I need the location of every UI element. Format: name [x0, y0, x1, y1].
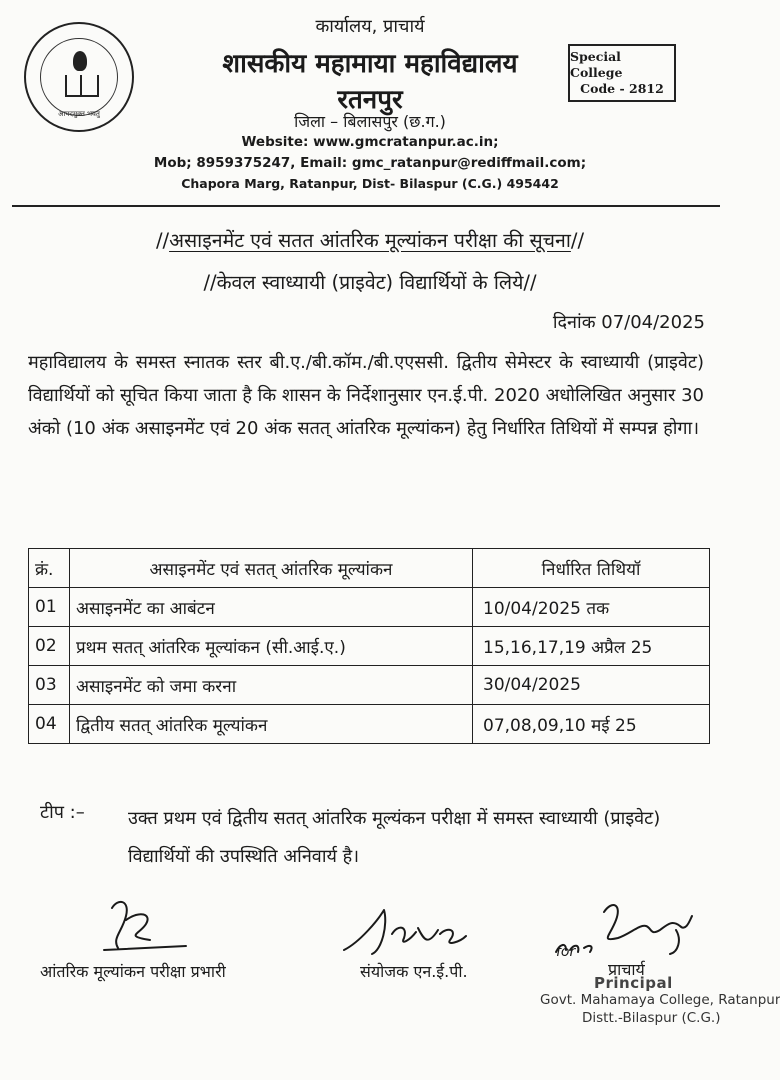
title-suffix: //: [570, 229, 585, 252]
signature-1: [104, 902, 186, 950]
note-label: टीप :–: [40, 802, 85, 823]
college-contact: Mob; 8959375247, Email: gmc_ratanpur@rediffmail.com;: [153, 155, 587, 171]
signature-label-nep-coordinator: संयोजक एन.ई.पी.: [360, 962, 468, 981]
stamp-college: Govt. Mahamaya College, Ratanpur: [540, 992, 780, 1008]
schedule-table: [28, 548, 710, 744]
notice-title: [20, 226, 720, 253]
college-address: Chapora Marg, Ratanpur, Dist- Bilaspur (C.G.) 495442: [181, 176, 559, 191]
row-serial: 03: [29, 666, 70, 705]
row-activity: असाइनमेंट को जमा करना: [70, 666, 473, 705]
title-prefix: //: [155, 229, 170, 252]
code-line-1: Special College: [570, 49, 623, 80]
row-date: 30/04/2025: [473, 666, 710, 705]
stamp-principal: Principal: [594, 974, 673, 992]
signature-label-principal: प्राचार्य: [608, 960, 645, 979]
table-row: [29, 666, 710, 705]
row-serial: 02: [29, 627, 70, 666]
flame-icon: [73, 51, 87, 71]
college-name: शासकीय महामाया महाविद्यालय: [222, 49, 518, 79]
signature-2: [344, 910, 466, 954]
header-divider: [12, 205, 720, 207]
title-text: असाइनमेंट एवं सतत आंतरिक मूल्यांकन परीक्षा की सूचना: [169, 229, 571, 252]
header-activity: असाइनमेंट एवं सतत् आंतरिक मूल्यांकन: [70, 549, 473, 588]
office-heading: कार्यालय, प्राचार्य: [315, 16, 425, 37]
table-row: [29, 588, 710, 627]
logo-inner-ring: [40, 38, 118, 116]
signature-3: [556, 905, 692, 954]
for-text: for: [556, 944, 576, 960]
college-code-box: [568, 44, 676, 102]
college-city: रतनपुर: [337, 85, 403, 115]
row-serial: 01: [29, 588, 70, 627]
college-logo: [24, 22, 134, 132]
table-header-row: [29, 549, 710, 588]
table-row: [29, 705, 710, 744]
signature-label-examination-incharge: आंतरिक मूल्यांकन परीक्षा प्रभारी: [40, 962, 226, 981]
notice-date: दिनांक 07/04/2025: [552, 312, 705, 333]
code-line-2: Code - 2812: [580, 81, 664, 96]
row-activity: प्रथम सतत् आंतरिक मूल्यांकन (सी.आई.ए.): [70, 627, 473, 666]
row-date: 07,08,09,10 मई 25: [473, 705, 710, 744]
header-dates: निर्धारित तिथियॉ: [473, 549, 710, 588]
book-icon: [65, 75, 99, 97]
notice-body: महाविद्यालय के समस्त स्नातक स्तर बी.ए./बी.कॉम./बी.एएससी. द्वितीय सेमेस्टर के स्वाध्यायी (प्राइवेट) विद्यार्थियों को सूचित किया जाता है कि शासन के निर्देशानुसार एन.ई.पी. 2020 अधोलिखित अनुसार 30 अंको (10 अंक असाइनमेंट एवं 20 अंक सतत् आंतरिक मूल्यांकन) हेतु निर्धारित तिथियों में सम्पन्न होगा।: [28, 352, 704, 439]
note-text: उक्त प्रथम एवं द्वितीय सतत् आंतरिक मूल्यंकन परीक्षा में समस्त स्वाध्यायी (प्राइवेट) विद्यार्थियों की उपस्थिति अनिवार्य है।: [128, 808, 661, 867]
notice-subtitle: //केवल स्वाध्यायी (प्राइवेट) विद्यार्थियों के लिये//: [203, 271, 537, 294]
row-date: 10/04/2025 तक: [473, 588, 710, 627]
row-date: 15,16,17,19 अप्रैल 25: [473, 627, 710, 666]
row-activity: द्वितीय सतत् आंतरिक मूल्यांकन: [70, 705, 473, 744]
row-activity: असाइनमेंट का आबंटन: [70, 588, 473, 627]
stamp-district: Distt.-Bilaspur (C.G.): [582, 1010, 721, 1026]
college-district: जिला – बिलासपुर (छ.ग.): [294, 112, 446, 131]
table-row: [29, 627, 710, 666]
logo-motto: आपदमुक्त भवतु: [58, 110, 100, 118]
college-website: Website: www.gmcratanpur.ac.in;: [241, 134, 499, 150]
signature-strokes: [0, 880, 751, 970]
header-serial: क्रं.: [29, 549, 70, 588]
row-serial: 04: [29, 705, 70, 744]
